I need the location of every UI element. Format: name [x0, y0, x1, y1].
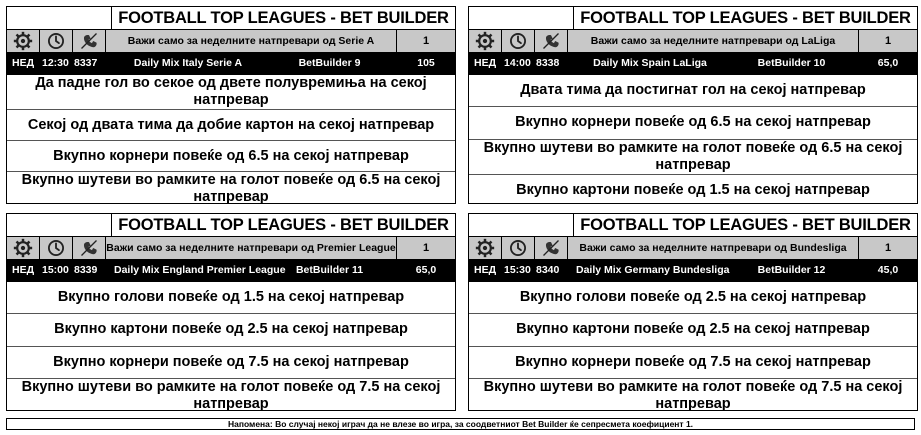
betbuilder-name: BetBuilder 9	[298, 57, 361, 69]
bet-builder-card	[6, 213, 456, 411]
match-day: НЕД	[12, 57, 35, 69]
match-code: 8340	[536, 264, 560, 276]
match-day: НЕД	[12, 264, 35, 276]
card-title-row	[7, 7, 455, 30]
condition-item: Вкупно картони повеќе од 2.5 на секој натпревар	[469, 314, 917, 346]
betbuilder-name: BetBuilder 10	[757, 57, 826, 69]
card-title-row	[7, 214, 455, 237]
gear-icon	[469, 237, 502, 259]
title-spacer	[469, 214, 574, 236]
bet-builder-card	[468, 213, 918, 411]
validity-note: Важи само за неделните натпревари од Premier League	[106, 237, 397, 259]
condition-item: Вкупно шутеви во рамките на голот повеќе од 6.5 на секој натпревар	[21, 172, 441, 205]
odds-value[interactable]: 105	[417, 57, 435, 69]
match-row[interactable]	[469, 53, 917, 75]
no-phone-icon	[73, 237, 106, 259]
card-info-row	[469, 237, 917, 260]
bet-builder-card	[468, 6, 918, 204]
match-code: 8337	[74, 57, 98, 69]
conditions-list	[469, 75, 917, 206]
card-title: FOOTBALL TOP LEAGUES - BET BUILDER	[118, 216, 449, 234]
match-row[interactable]	[7, 53, 455, 75]
condition-item: Секој од двата тима да добие картон на секој натпревар	[7, 110, 455, 141]
condition-item: Вкупно шутеви во рамките на голот повеќе од 7.5 на секој натпревар	[483, 378, 903, 412]
match-time: 15:00	[42, 264, 69, 276]
card-title-row	[469, 7, 917, 30]
condition-item: Вкупно голови повеќе од 2.5 на секој натпревар	[469, 282, 917, 314]
clock-icon	[502, 237, 535, 259]
betbuilder-name: BetBuilder 11	[295, 264, 364, 276]
match-time: 14:00	[504, 57, 531, 69]
condition-item: Вкупно шутеви во рамките на голот повеќе од 7.5 на секој натпревар	[21, 378, 441, 412]
card-info-row	[469, 30, 917, 53]
card-title: FOOTBALL TOP LEAGUES - BET BUILDER	[580, 216, 911, 234]
clock-icon	[502, 30, 535, 52]
event-count: 1	[422, 35, 430, 47]
match-row[interactable]	[469, 260, 917, 282]
condition-item: Вкупно голови повеќе од 1.5 на секој натпревар	[7, 282, 455, 314]
match-row[interactable]	[7, 260, 455, 282]
gear-icon	[7, 30, 40, 52]
gear-icon	[7, 237, 40, 259]
validity-note: Важи само за неделните натпревари од Bundesliga	[568, 237, 859, 259]
match-name: Daily Mix England Premier League	[114, 264, 286, 276]
odds-value[interactable]: 65,0	[415, 264, 437, 276]
card-title-row	[469, 214, 917, 237]
event-count: 1	[422, 242, 430, 254]
footer-note: Напомена: Во случај некој играч да не влезе во игра, за соодветниот Bet Builder ќе сепресмета коефициент 1.	[6, 418, 915, 430]
event-count: 1	[884, 35, 892, 47]
match-day: НЕД	[474, 264, 497, 276]
condition-item: Вкупно корнери повеќе од 7.5 на секој натпревар	[469, 347, 917, 379]
condition-item: Вкупно корнери повеќе од 7.5 на секој натпревар	[7, 347, 455, 379]
match-day: НЕД	[474, 57, 497, 69]
condition-item: Вкупно шутеви во рамките на голот повеќе од 6.5 на секој натпревар	[469, 140, 917, 175]
title-spacer	[469, 7, 574, 29]
gear-icon	[469, 30, 502, 52]
match-code: 8338	[536, 57, 560, 69]
clock-icon	[40, 237, 73, 259]
match-name: Daily Mix Spain LaLiga	[593, 57, 707, 69]
clock-icon	[40, 30, 73, 52]
condition-item: Вкупно корнери повеќе од 6.5 на секој натпревар	[7, 141, 455, 172]
condition-item: Да падне гол во секое од двете полувремиња на секој натпревар	[7, 75, 455, 110]
condition-item: Вкупно картони повеќе од 2.5 на секој натпревар	[7, 314, 455, 346]
card-title: FOOTBALL TOP LEAGUES - BET BUILDER	[118, 9, 449, 27]
condition-item: Вкупно картони повеќе од 1.5 на секој натпревар	[516, 181, 870, 198]
match-name: Daily Mix Italy Serie A	[133, 57, 243, 69]
match-time: 12:30	[42, 57, 69, 69]
bet-builder-card	[6, 6, 456, 204]
no-phone-icon	[73, 30, 106, 52]
conditions-list	[7, 75, 455, 206]
card-info-row	[7, 237, 455, 260]
condition-item: Двата тима да постигнат гол на секој натпревар	[469, 75, 917, 107]
title-spacer	[7, 214, 112, 236]
validity-note: Важи само за неделните натпревари од LaLiga	[568, 30, 859, 52]
match-code: 8339	[74, 264, 98, 276]
validity-note: Важи само за неделните натпревари од Serie A	[106, 30, 397, 52]
odds-value[interactable]: 65,0	[877, 57, 899, 69]
no-phone-icon	[535, 30, 568, 52]
no-phone-icon	[535, 237, 568, 259]
title-spacer	[7, 7, 112, 29]
card-title: FOOTBALL TOP LEAGUES - BET BUILDER	[580, 9, 911, 27]
conditions-list	[469, 282, 917, 413]
match-time: 15:30	[504, 264, 531, 276]
conditions-list	[7, 282, 455, 413]
event-count: 1	[884, 242, 892, 254]
betbuilder-name: BetBuilder 12	[757, 264, 826, 276]
card-info-row	[7, 30, 455, 53]
condition-item: Вкупно корнери повеќе од 6.5 на секој натпревар	[469, 107, 917, 139]
odds-value[interactable]: 45,0	[877, 264, 899, 276]
match-name: Daily Mix Germany Bundesliga	[576, 264, 730, 276]
